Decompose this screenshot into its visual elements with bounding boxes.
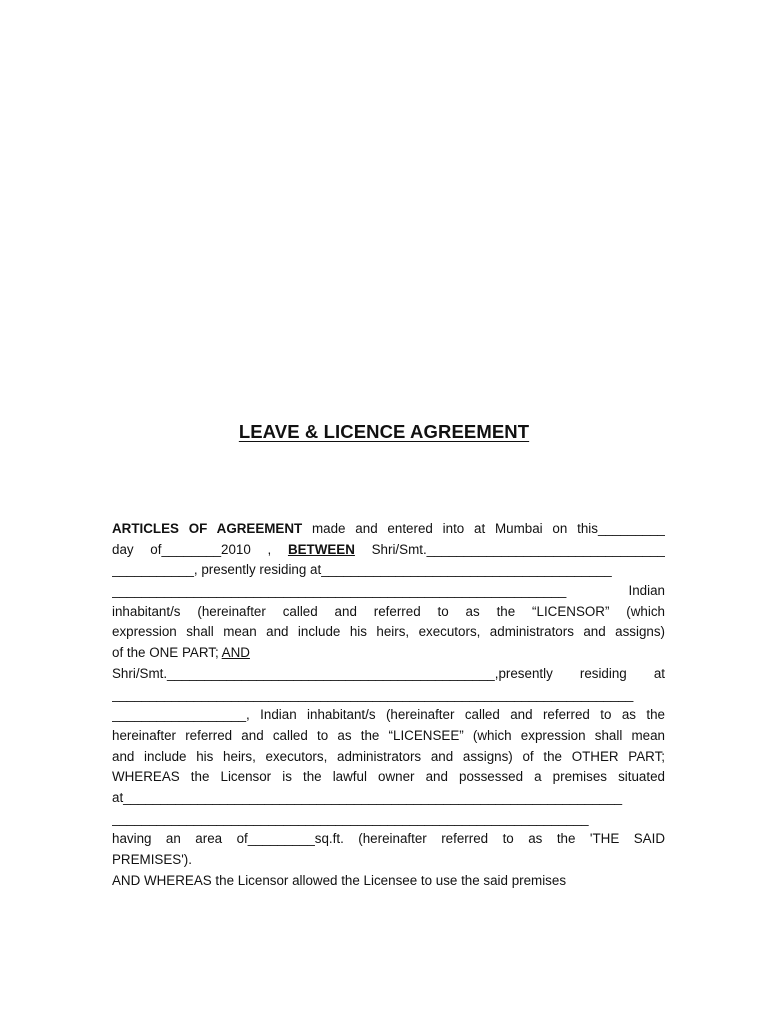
line-8-text-b: residing <box>579 665 627 681</box>
body-line-12: and include his heirs, executors, administrators and assigns) of the OTHER PART; <box>112 748 665 764</box>
body-line-2 <box>112 540 665 561</box>
between-keyword: BETWEEN <box>287 541 355 557</box>
body-line-3: ___________, presently residing at_______________________________________ <box>112 562 612 578</box>
agreement-body <box>112 519 665 891</box>
body-line-6: expression shall mean and include his heirs, executors, administrators and assigns) <box>112 624 665 640</box>
body-line-1 <box>112 519 665 540</box>
body-line-9: ______________________________________________________________________ <box>112 686 634 702</box>
body-line-11: hereinafter referred and called to as the “LICENSEE” (which expression shall mean <box>112 727 665 743</box>
line-2-text-a: day of________2010 , <box>112 541 288 557</box>
body-line-13: WHEREAS the Licensor is the lawful owner and possessed a premises situated <box>112 769 665 785</box>
line-4-word-indian: Indian <box>628 583 665 599</box>
line-8-text-c: at <box>653 665 665 681</box>
body-line-8 <box>112 664 665 685</box>
body-line-17: PREMISES'). <box>112 852 192 867</box>
body-line-10: __________________, Indian inhabitant/s (hereinafter called and referred to as the <box>112 707 665 723</box>
body-line-14: at___________________________________________________________________ <box>112 789 623 805</box>
body-line-18: AND WHEREAS the Licensor allowed the Licensee to use the said premises <box>112 872 567 888</box>
line-8-text-a: Shri/Smt.____________________________________________,presently <box>112 665 553 681</box>
body-line-7 <box>112 643 665 664</box>
document-title: LEAVE & LICENCE AGREEMENT <box>238 421 530 442</box>
body-line-16: having an area of_________sq.ft. (hereinafter referred to as the 'THE SAID <box>112 831 665 847</box>
line-4-blank: _____________________________________________________________ <box>112 583 567 599</box>
line-2-text-b: Shri/Smt.________________________________ <box>354 541 665 557</box>
body-line-5: inhabitant/s (hereinafter called and referred to as the “LICENSOR” (which <box>112 603 665 619</box>
body-line-15: ________________________________________________________________ <box>112 810 589 826</box>
line-7-text: of the ONE PART; <box>112 645 222 661</box>
body-line-4 <box>112 581 665 602</box>
line-1-text: made and entered into at Mumbai on this_________ <box>302 521 665 536</box>
and-keyword: AND <box>221 645 250 661</box>
articles-of-agreement-heading: ARTICLES OF AGREEMENT <box>112 521 303 536</box>
